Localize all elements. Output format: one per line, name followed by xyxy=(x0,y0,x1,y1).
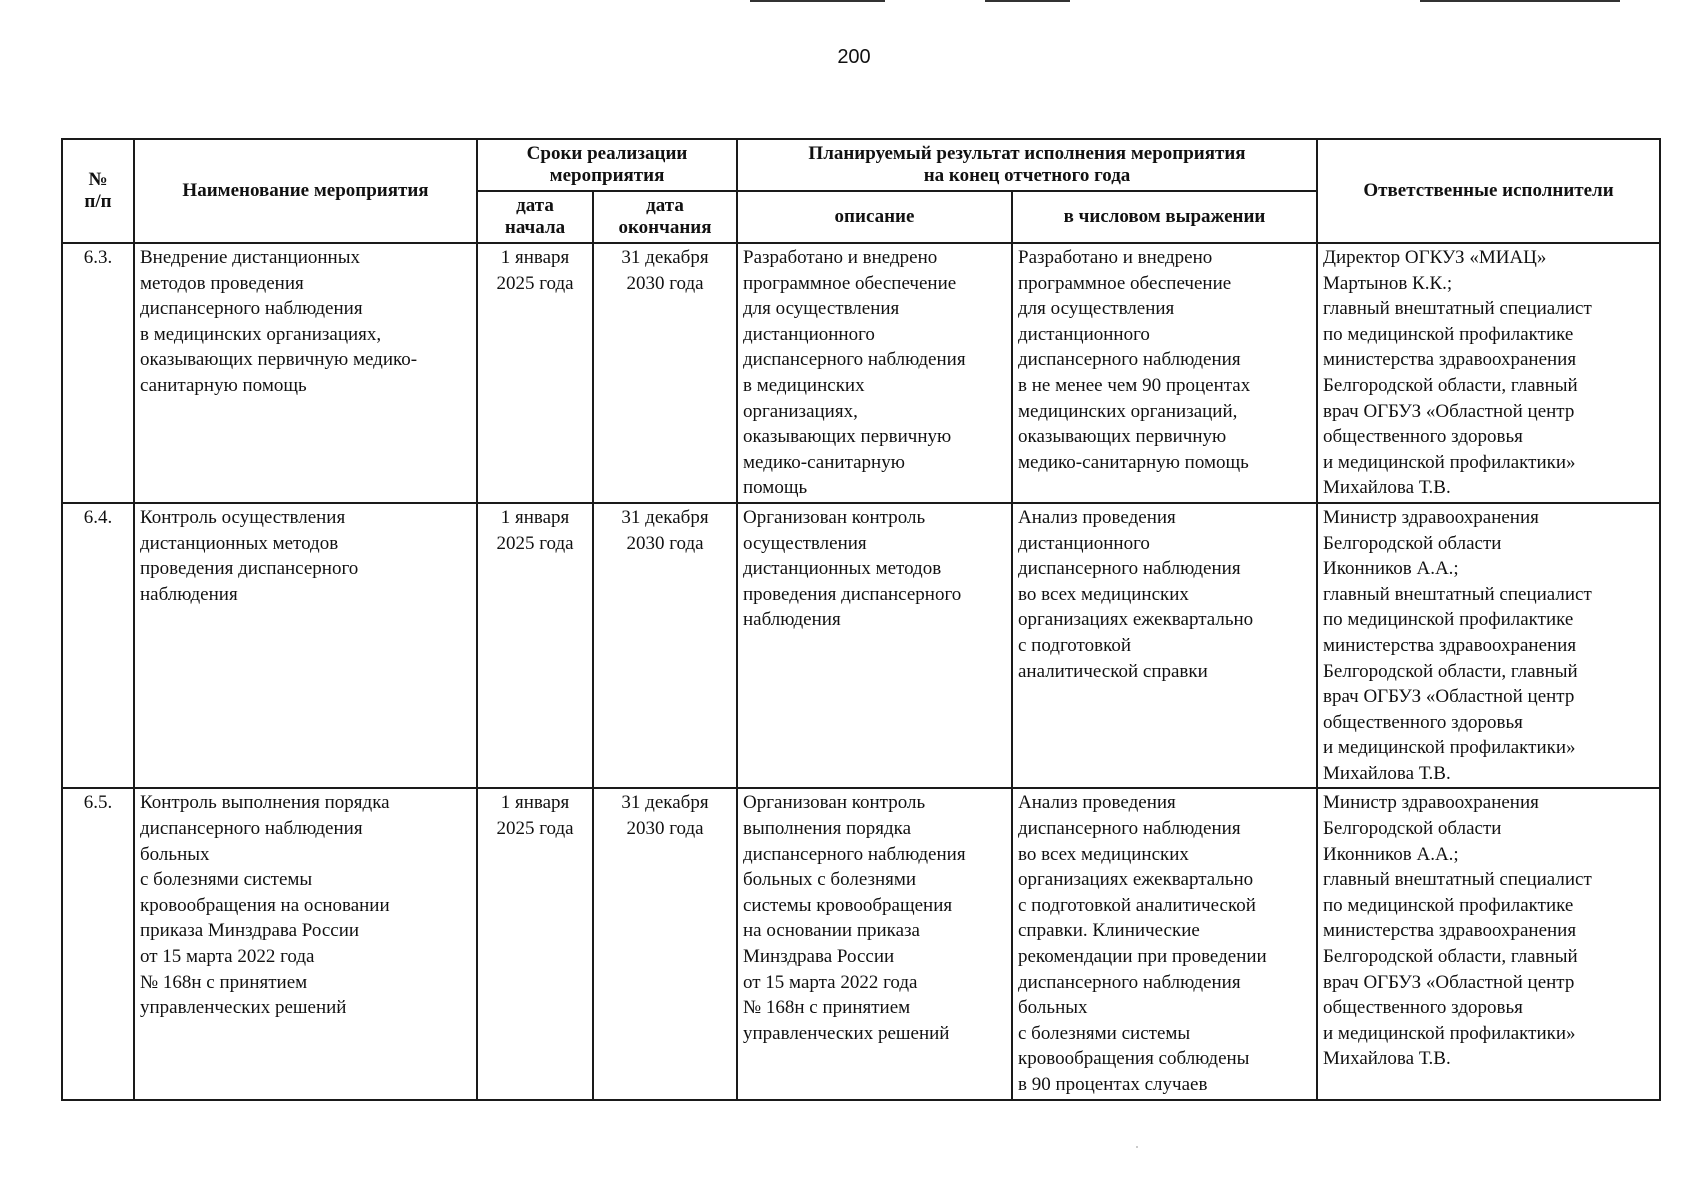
header-name: Наименование мероприятия xyxy=(134,139,477,243)
header-num: № п/п xyxy=(62,139,134,243)
row-numeric: Разработано и внедрено программное обеспечение для осуществления дистанционного диспансерного наблюдения в не менее чем 90 процентах медицинских организаций, оказывающих первичную медико-санитарную помощь xyxy=(1012,243,1317,503)
row-num: 6.3. xyxy=(62,243,134,503)
top-rule-2 xyxy=(985,0,1070,2)
row-responsible: Министр здравоохранения Белгородской области Иконников А.А.; главный внештатный специалист по медицинской профилактике министерства здравоохранения Белгородской области, главный врач ОГБУЗ «Областной центр общественного здоровья и медицинской профилактики» Михайлова Т.В. xyxy=(1317,503,1660,789)
table-row xyxy=(62,243,1660,503)
measures-table xyxy=(61,138,1661,1101)
row-start-date: 1 января 2025 года xyxy=(477,243,593,503)
header-responsible: Ответственные исполнители xyxy=(1317,139,1660,243)
row-name: Контроль осуществления дистанционных методов проведения диспансерного наблюдения xyxy=(134,503,477,789)
header-numeric: в числовом выражении xyxy=(1012,191,1317,243)
row-description: Организован контроль осуществления дистанционных методов проведения диспансерного наблюдения xyxy=(737,503,1012,789)
row-numeric: Анализ проведения диспансерного наблюдения во всех медицинских организациях ежеквартально с подготовкой аналитической справки. Клинические рекомендации при проведении диспансерного наблюдения больных с болезнями системы кровообращения соблюдены в 90 процентах случаев xyxy=(1012,788,1317,1099)
header-description: описание xyxy=(737,191,1012,243)
table-row xyxy=(62,788,1660,1099)
row-end-date: 31 декабря 2030 года xyxy=(593,243,737,503)
page-number: 200 xyxy=(837,46,871,68)
header-planned-result: Планируемый результат исполнения мероприятия на конец отчетного года xyxy=(737,139,1317,191)
row-end-date: 31 декабря 2030 года xyxy=(593,788,737,1099)
header-end-date: дата окончания xyxy=(593,191,737,243)
scan-speck xyxy=(1136,1146,1138,1148)
row-responsible: Министр здравоохранения Белгородской области Иконников А.А.; главный внештатный специалист по медицинской профилактике министерства здравоохранения Белгородской области, главный врач ОГБУЗ «Областной центр общественного здоровья и медицинской профилактики» Михайлова Т.В. xyxy=(1317,788,1660,1099)
table-row xyxy=(62,503,1660,789)
row-start-date: 1 января 2025 года xyxy=(477,788,593,1099)
top-rule-1 xyxy=(750,0,885,2)
row-name: Внедрение дистанционных методов проведения диспансерного наблюдения в медицинских организациях, оказывающих первичную медико- санитарную помощь xyxy=(134,243,477,503)
row-num: 6.5. xyxy=(62,788,134,1099)
top-rule-3 xyxy=(1420,0,1620,2)
row-responsible: Директор ОГКУЗ «МИАЦ» Мартынов К.К.; главный внештатный специалист по медицинской профилактике министерства здравоохранения Белгородской области, главный врач ОГБУЗ «Областной центр общественного здоровья и медицинской профилактики» Михайлова Т.В. xyxy=(1317,243,1660,503)
header-start-date: дата начала xyxy=(477,191,593,243)
row-description: Организован контроль выполнения порядка диспансерного наблюдения больных с болезнями системы кровообращения на основании приказа Минздрава России от 15 марта 2022 года № 168н с принятием управленческих решений xyxy=(737,788,1012,1099)
row-name: Контроль выполнения порядка диспансерного наблюдения больных с болезнями системы кровообращения на основании приказа Минздрава России от 15 марта 2022 года № 168н с принятием управленческих решений xyxy=(134,788,477,1099)
row-description: Разработано и внедрено программное обеспечение для осуществления дистанционного диспансерного наблюдения в медицинских организациях, оказывающих первичную медико-санитарную помощь xyxy=(737,243,1012,503)
header-timing: Сроки реализации мероприятия xyxy=(477,139,737,191)
row-numeric: Анализ проведения дистанционного диспансерного наблюдения во всех медицинских организациях ежеквартально с подготовкой аналитической справки xyxy=(1012,503,1317,789)
row-end-date: 31 декабря 2030 года xyxy=(593,503,737,789)
row-num: 6.4. xyxy=(62,503,134,789)
row-start-date: 1 января 2025 года xyxy=(477,503,593,789)
